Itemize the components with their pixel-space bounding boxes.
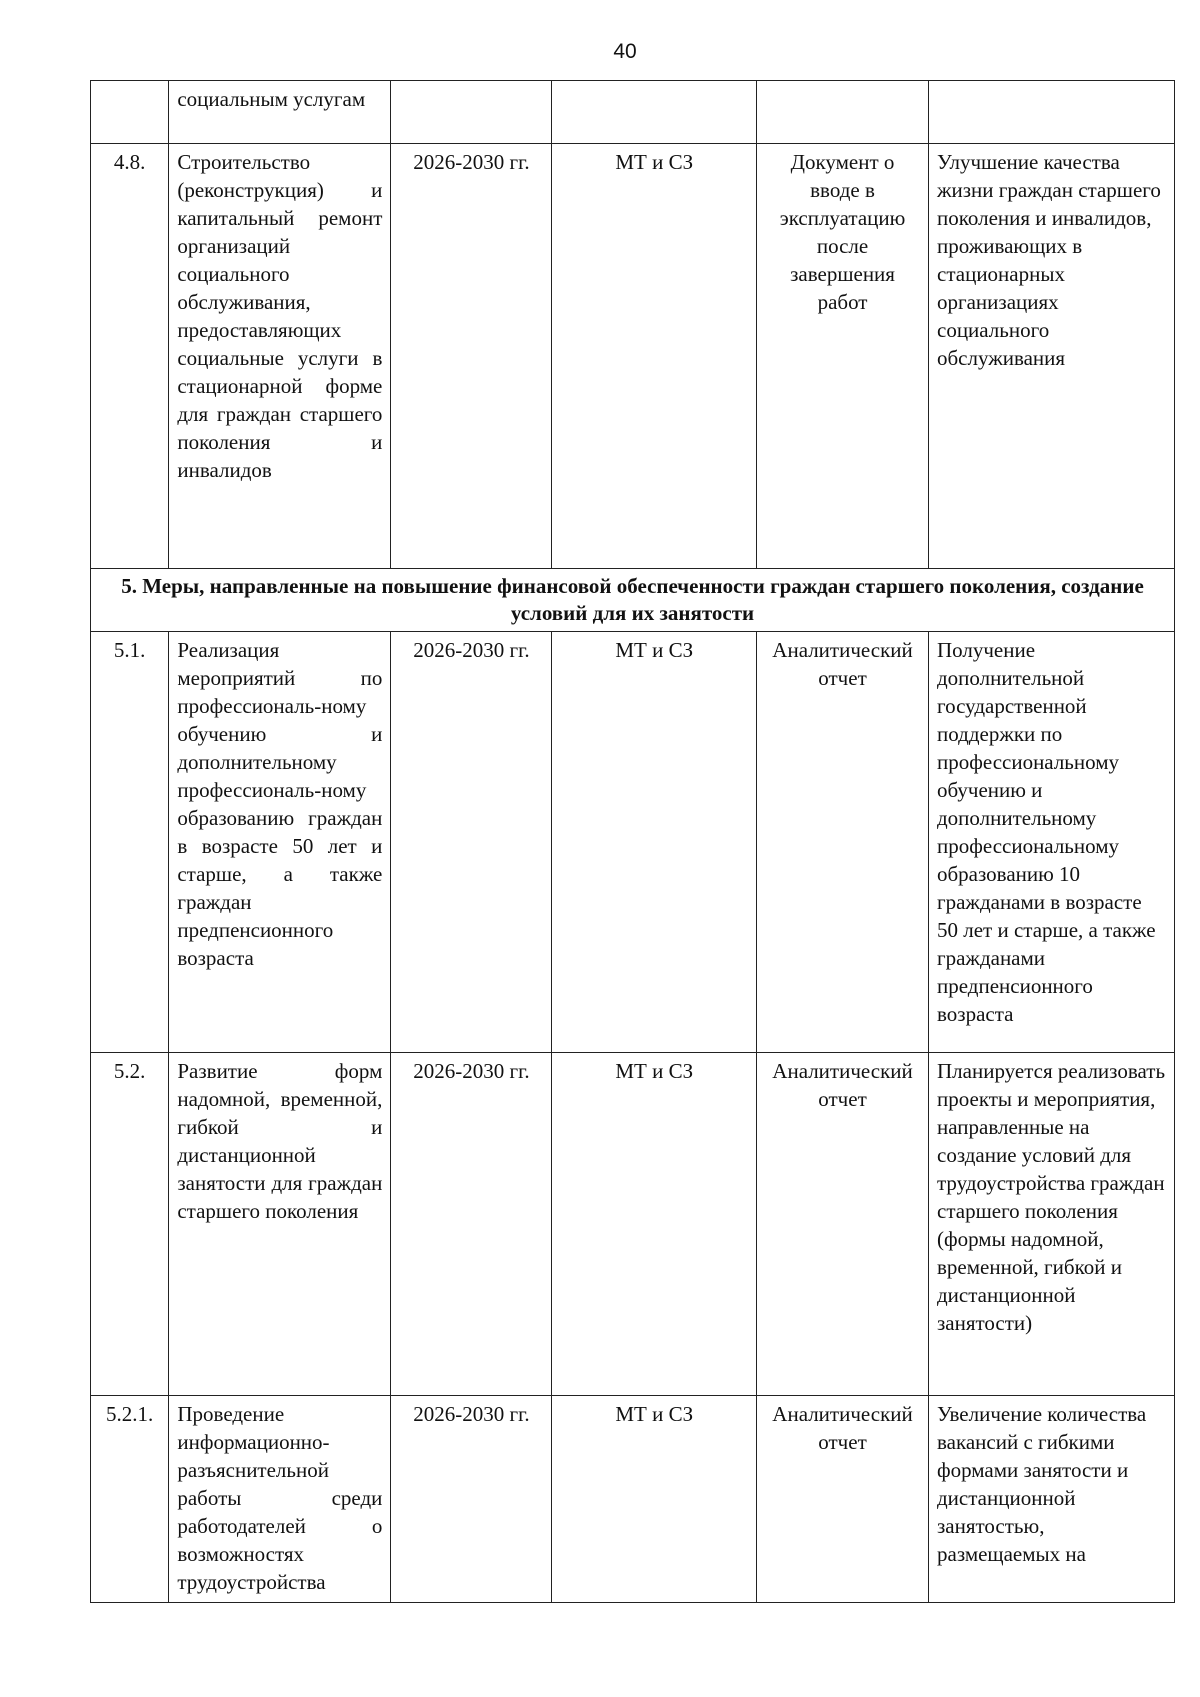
table-row xyxy=(91,1053,1175,1396)
page-number: 40 xyxy=(613,40,637,63)
cell-title: Проведение информационно-разъяснительной работы среди работодателей о возможностях трудоустройства xyxy=(169,1396,391,1603)
cell-executor: МТ и СЗ xyxy=(552,632,757,1053)
cell-document: Аналитический отчет xyxy=(757,1053,929,1396)
cell-document: Документ о вводе в эксплуатацию после завершения работ xyxy=(757,144,929,569)
cell-document: Аналитический отчет xyxy=(757,632,929,1053)
table-row xyxy=(91,81,1175,144)
table-row xyxy=(91,1396,1175,1603)
cell-result: Увеличение количества вакансий с гибкими формами занятости и дистанционной занятостью, размещаемых на xyxy=(929,1396,1175,1603)
cell-executor xyxy=(552,81,757,144)
cell-title: Развитие форм надомной, временной, гибкой и дистанционной занятости для граждан старшего поколения xyxy=(169,1053,391,1396)
table-row xyxy=(91,632,1175,1053)
cell-num: 5.2. xyxy=(91,1053,169,1396)
document-sheet xyxy=(90,80,1175,1603)
cell-result: Улучшение качества жизни граждан старшего поколения и инвалидов, проживающих в стационарных организациях социального обслуживания xyxy=(929,144,1175,569)
cell-period xyxy=(391,81,552,144)
cell-num: 5.2.1. xyxy=(91,1396,169,1603)
cell-num: 5.1. xyxy=(91,632,169,1053)
cell-period: 2026-2030 гг. xyxy=(391,1396,552,1603)
cell-executor: МТ и СЗ xyxy=(552,1053,757,1396)
table-row xyxy=(91,144,1175,569)
cell-title: социальным услугам xyxy=(169,81,391,144)
cell-title: Строительство (реконструкция) и капитальный ремонт организаций социального обслуживания, предоставляющих социальные услуги в стационарной форме для граждан старшего поколения и инвалидов xyxy=(169,144,391,569)
cell-period: 2026-2030 гг. xyxy=(391,144,552,569)
cell-period: 2026-2030 гг. xyxy=(391,1053,552,1396)
plan-table xyxy=(90,80,1175,1603)
cell-period: 2026-2030 гг. xyxy=(391,632,552,1053)
cell-result: Планируется реализовать проекты и мероприятия, направленные на создание условий для трудоустройства граждан старшего поколения (формы надомной, временной, гибкой и дистанционной занятости) xyxy=(929,1053,1175,1396)
cell-num xyxy=(91,81,169,144)
section-row xyxy=(91,569,1175,632)
cell-result xyxy=(929,81,1175,144)
cell-document xyxy=(757,81,929,144)
cell-num: 4.8. xyxy=(91,144,169,569)
section-heading: 5. Меры, направленные на повышение финансовой обеспеченности граждан старшего поколения, создание условий для их занятости xyxy=(91,569,1175,632)
cell-executor: МТ и СЗ xyxy=(552,144,757,569)
cell-executor: МТ и СЗ xyxy=(552,1396,757,1603)
cell-title: Реализация мероприятий по профессиональ-ному обучению и дополнительному профессиональ-ному образованию граждан в возрасте 50 лет и старше, а также граждан предпенсионного возраста xyxy=(169,632,391,1053)
cell-document: Аналитический отчет xyxy=(757,1396,929,1603)
cell-result: Получение дополнительной государственной поддержки по профессиональному обучению и дополнительному профессиональному образованию 10 гражданами в возрасте 50 лет и старше, а также гражданами предпенсионного возраста xyxy=(929,632,1175,1053)
